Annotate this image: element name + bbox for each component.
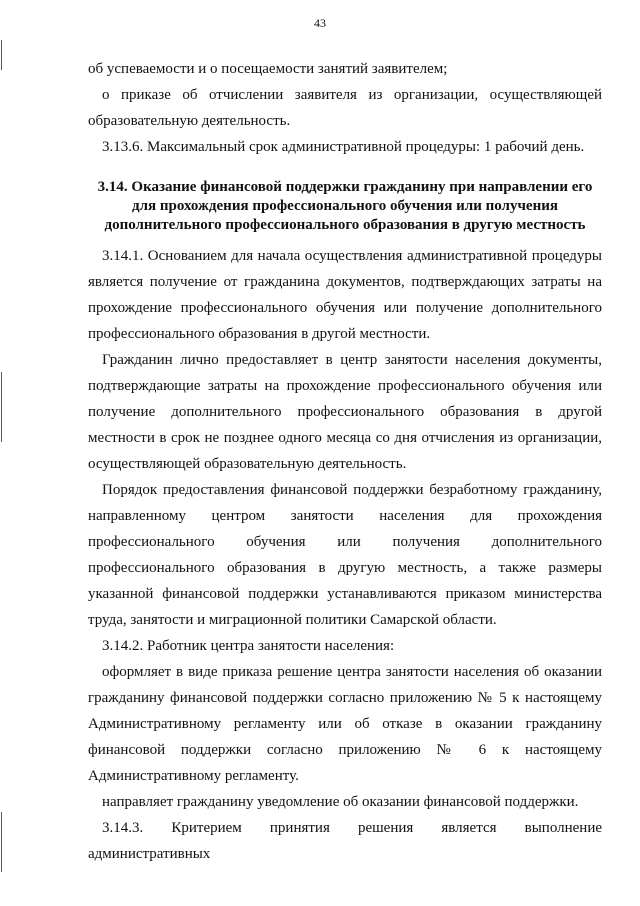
paragraph-support-procedure: Порядок предоставления финансовой поддержки безработному гражданину, направленному центром занятости населения для прохождения профессионального обучения или получения дополнительного профессионального образования в другую местность, а также размеры указанной финансовой поддержки устанавливаются приказом министерства труда, занятости и миграционной политики Самарской области. — [88, 482, 602, 628]
margin-mark-bottom — [1, 812, 2, 872]
paragraph-citizen-documents: Гражданин лично предоставляет в центр занятости населения документы, подтверждающие затраты на прохождение профессионального обучения или получение дополнительного профессионального образования в другой местности в срок не позднее одного месяца со дня отчисления из организации, осуществляющей образовательную деятельность. — [88, 352, 602, 472]
margin-mark-top — [1, 40, 2, 70]
paragraph-3-14-1: 3.14.1. Основанием для начала осуществления административной процедуры является получение от гражданина документов, подтверждающих затраты на прохождение профессионального обучения или получение дополнительного профессионального образования в другой местности. — [88, 248, 602, 342]
margin-mark-middle — [1, 372, 2, 442]
paragraph-send-notice: направляет гражданину уведомление об оказании финансовой поддержки. — [102, 794, 579, 810]
paragraph-3-13-6: 3.13.6. Максимальный срок административной процедуры: 1 рабочий день. — [102, 139, 585, 155]
paragraph-attendance: об успеваемости и о посещаемости занятий заявителем; — [88, 61, 448, 77]
paragraph-issue-order: оформляет в виде приказа решение центра занятости населения об оказании гражданину финансовой поддержки согласно приложению № 5 к настоящему Административному регламенту или об отказе в оказании гражданину финансовой поддержки согласно приложению № 6 к настоящему Административному регламенту. — [88, 664, 602, 784]
section-heading-3-14: 3.14. Оказание финансовой поддержки гражданину при направлении его для прохождения профессионального обучения или получения дополнительного профессионального образования в другую местность — [97, 179, 593, 233]
paragraph-3-14-3: 3.14.3. Критерием принятия решения является выполнение административных — [88, 820, 602, 862]
paragraph-expulsion-order: о приказе об отчислении заявителя из организации, осуществляющей образовательную деятельность. — [88, 87, 602, 129]
page-number: 43 — [314, 16, 326, 30]
paragraph-3-14-2: 3.14.2. Работник центра занятости населения: — [102, 638, 395, 654]
document-body — [88, 56, 602, 867]
